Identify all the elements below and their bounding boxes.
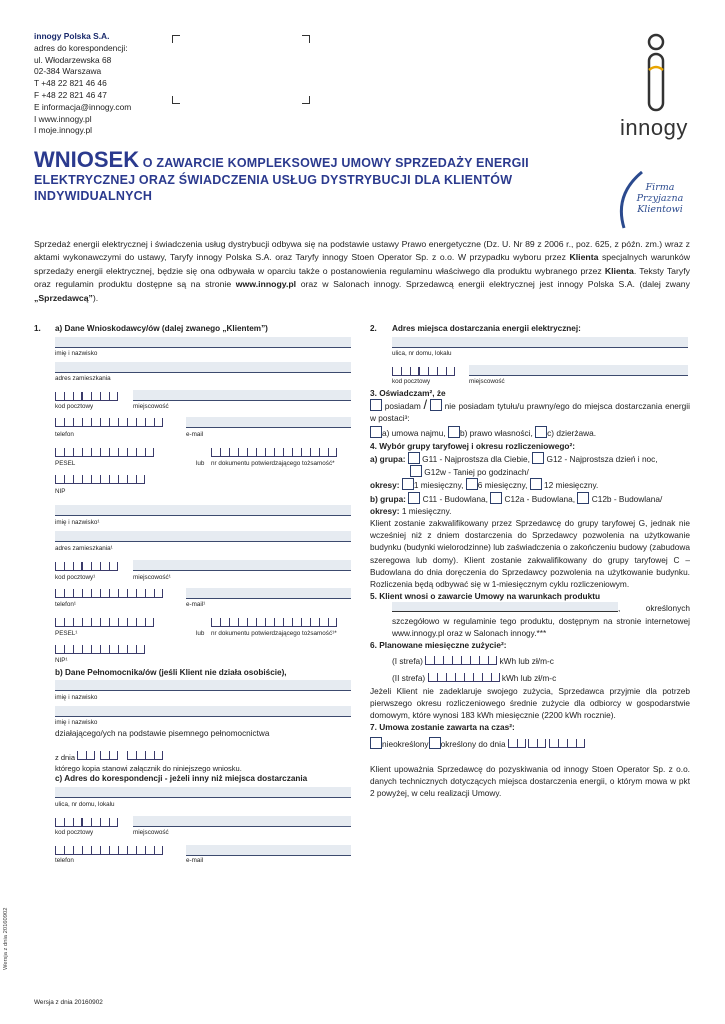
field-label: miejscowość [133, 403, 169, 410]
innogy-logo [620, 30, 692, 140]
address-line: adres do korespondencji: [34, 42, 128, 53]
name-field-2[interactable] [55, 505, 351, 516]
pesel-field-2[interactable] [55, 618, 154, 628]
address-line: 02-384 Warszawa [34, 66, 102, 77]
field-label: telefon [55, 857, 74, 864]
corr-email-field[interactable] [186, 845, 351, 856]
usage-zone-2-field[interactable] [428, 673, 500, 683]
field-label: imię i nazwisko [55, 350, 98, 357]
field-label: PESEL¹ [55, 630, 78, 637]
date-month-field[interactable] [100, 751, 118, 761]
section-title: Adres miejsca dostarczania energii elektrycznej: [392, 324, 581, 333]
supply-postcode-field[interactable] [392, 367, 455, 377]
authorization-text: Klient upoważnia Sprzedawcę do pozyskiwania od innogy Stoen Operator Sp. z o.o. danych technicznych dotyczących miejsca dostarczenia energii, o którym mowa w pkt 2 powyżej, w celu realizacji Umowy. [370, 763, 690, 799]
proxy-name-field-1[interactable] [55, 680, 351, 691]
period-12-checkbox[interactable] [530, 478, 542, 490]
product-field[interactable] [392, 602, 618, 612]
corr-phone-field[interactable] [55, 846, 163, 856]
address-line: F +48 22 821 46 47 [34, 89, 107, 100]
end-month-field[interactable] [528, 739, 546, 749]
end-day-field[interactable] [508, 739, 526, 749]
city-field[interactable] [133, 390, 351, 401]
date-day-field[interactable] [77, 751, 95, 761]
address-line: I moje.innogy.pl [34, 125, 93, 136]
date-year-field[interactable] [127, 751, 163, 761]
section-4-title: 4. Wybór grupy taryfowej i okresu rozliczeniowego²: [370, 440, 575, 451]
name-field[interactable] [55, 337, 351, 348]
phone-field-2[interactable] [55, 589, 163, 599]
field-label: lub [196, 630, 205, 637]
period-6-checkbox[interactable] [466, 478, 478, 490]
field-label: miejscowość [133, 829, 169, 836]
rent-checkbox[interactable] [370, 426, 382, 438]
tariff-note: Klient zostanie zakwalifikowany przez Sprzedawcę do grupy taryfowej G, jednak nie wcześniej niż z dniem dostarczenia do Sprzedawcy pozwolenia na użytkowanie budynku (budynki wielorodzinne) lub zaświadczenia o zakończeniu budowy (zabudowa szeregowa lub domy). Klient zostanie zakwalifikowany do grupy taryfowej C – Budowlana do dnia doręczenia do Sprzedawcy pozwolenia na użytkowanie budynku. Rozliczenia będą odbywać się w 1-miesięcznym cyklu rozliczeniowym. [370, 518, 690, 590]
end-year-field[interactable] [549, 739, 585, 749]
id-document-field-2[interactable] [211, 618, 337, 628]
field-label: NIP [55, 488, 66, 495]
field-label: adres zamieszkania [55, 375, 111, 382]
field-label: e-mail [186, 431, 204, 438]
section-5-title: 5. Klient wnosi o zawarcie Umowy na warunkach produktu [370, 591, 601, 602]
field-label: miejscowość¹ [133, 574, 171, 581]
field-label: e-mail¹ [186, 601, 206, 608]
field-label: lub [196, 460, 205, 467]
field-label: nr dokumentu potwierdzającego tożsamość* [211, 460, 335, 467]
no-title-checkbox[interactable] [430, 399, 442, 411]
section-number: 1. [34, 324, 41, 333]
version-footer: Wersja z dnia 20160902 [34, 999, 103, 1006]
address-field[interactable] [55, 362, 351, 373]
field-label: telefon¹ [55, 601, 77, 608]
version-side: Wersja z dnia 20160902 [3, 907, 9, 970]
postcode-field-2[interactable] [55, 562, 118, 572]
field-label: e-mail [186, 857, 204, 864]
innogy-logo-text: innogy [620, 115, 688, 140]
date-label: z dnia [55, 753, 76, 762]
id-document-field[interactable] [211, 448, 337, 458]
address-field-2[interactable] [55, 531, 351, 542]
field-label: nr dokumentu potwierdzającego tożsamość¹* [211, 630, 337, 637]
field-label: ulica, nr domu, lokalu [55, 801, 115, 808]
proxy-text: działającego/ych na podstawie pisemnego pełnomocnictwa [55, 729, 270, 738]
field-label: imię i nazwisko¹ [55, 519, 100, 526]
usage-note: Jeżeli Klient nie zadeklaruje swojego zużycia, Sprzedawca przyjmie dla potrzeb pierwszego okresu rozliczeniowego średnie zużycie dla odbiorcy w gospodarstwie domowym, które wynosi 183 kWh miesięcznie (2200 kWh rocznie). [370, 685, 690, 721]
city-field-2[interactable] [133, 560, 351, 571]
address-line: I www.innogy.pl [34, 113, 92, 124]
address-line: ul. Włodarzewska 68 [34, 54, 112, 65]
proxy-note: którego kopia stanowi załącznik do niniejszego wniosku. [55, 764, 242, 773]
address-line: E informacja@innogy.com [34, 101, 132, 112]
lease-checkbox[interactable] [535, 426, 547, 438]
right-column-body: 3. Oświadczam², że posiadam / nie posiadam tytułu/u prawny/ego do miejsca dostarczania energii w postaci³: a) umowa najmu, b) prawo własności, c) dzierżawa. 4. Wybór grupy taryfowej i okresu rozliczeniowego²: a) grupa: G11 - Najprostsza dla Ciebie, G12 - Najprostsza dzień i noc, G12w - Taniej po godzinach/ okresy: 1 miesięczny, 6 miesięczny, 12 miesięczny. b) grupa: C11 - Budowlana, C12a - Budowlana, C12b - Budowlana/ okresy: 1 miesięczny. Klient zostanie zakwalifikowany przez Sprzedawcę do grupy taryfowej G, jednak nie wcześniej niż z dniem dostarczenia do Sprzedawcy pozwolenia na użytkowanie budynku (budynki wielorodzinne) lub zaświadczenia o zakończeniu budowy (zabudowa szeregowa lub domy). Klient zostanie zakwalifikowany do grupy taryfowej C – Budowlana do dnia doręczenia do Sprzedawcy pozwolenia na użytkowanie budynku. Rozliczenia będą odbywać się w 1-miesięcznym cyklu rozliczeniowym. 5. Klient wnosi o zawarcie Umowy na warunkach produktu , określonych szczegółowo w regulaminie tego produktu, dostępnym na stronie internetowej www.innogy.pl oraz w Salonach innogy.*** 6. Planowane miesięczne zużycie²: (I strefa) kWh lub zł/m-c (II strefa) kWh lub zł/m-c Jeżeli Klient nie zadeklaruje swojego zużycia, Sprzedawca przyjmie dla potrzeb pierwszego okresu rozliczeniowego średnie zużycie dla odbiorcy w gospodarstwie domowym, które wynosi 183 kWh miesięcznie (2200 kWh rocznie). 7. Umowa zostanie zawarta na czas²: nieokreślony określony do dnia Klient upoważnia Sprzedawcę do pozyskiwania od innogy Stoen Operator Sp. z o.o. danych technicznych dotyczących miejsca dostarczenia energii, o którym mowa w pkt 2 powyżej, w celu realizacji Umowy. [370, 388, 690, 799]
g12w-checkbox[interactable] [410, 465, 422, 477]
section-title: c) Adres do korespondencji - jeżeli inny niż miejsca dostarczania [55, 774, 308, 783]
field-label: kod pocztowy [392, 378, 431, 385]
section-title: a) Dane Wnioskodawcy/ów (dalej zwanego „Klientem”) [55, 324, 268, 333]
field-label: kod pocztowy [55, 403, 94, 410]
field-label: imię i nazwisko [55, 694, 98, 701]
usage-zone-1-field[interactable] [425, 656, 497, 666]
field-label: imię i nazwisko [55, 719, 98, 726]
period-1-checkbox[interactable] [402, 478, 414, 490]
c12a-checkbox[interactable] [490, 492, 502, 504]
section-6-title: 6. Planowane miesięczne zużycie²: [370, 640, 507, 651]
indefinite-checkbox[interactable] [370, 737, 382, 749]
c11-checkbox[interactable] [408, 492, 420, 504]
badge-text: Firma Przyjazna Klientowi [636, 182, 684, 215]
definite-checkbox[interactable] [429, 737, 441, 749]
has-title-checkbox[interactable] [370, 399, 382, 411]
address-line: T +48 22 821 46 46 [34, 78, 107, 89]
email-field-2[interactable] [186, 588, 351, 599]
section-title: b) Dane Pełnomocnika/ów (jeśli Klient nie działa osobiście), [55, 668, 287, 677]
field-label: ulica, nr domu, lokalu [392, 350, 452, 357]
c12b-checkbox[interactable] [577, 492, 589, 504]
field-label: PESEL [55, 460, 76, 467]
corr-postcode-field[interactable] [55, 818, 118, 828]
friendly-company-badge [612, 170, 692, 230]
g11-checkbox[interactable] [408, 452, 420, 464]
ownership-checkbox[interactable] [448, 426, 460, 438]
field-label: kod pocztowy [55, 829, 94, 836]
section-number: 2. [370, 324, 377, 333]
g12-checkbox[interactable] [532, 452, 544, 464]
pesel-field[interactable] [55, 448, 154, 458]
corr-city-field[interactable] [133, 816, 351, 827]
supply-city-field[interactable] [469, 365, 688, 376]
field-label: telefon [55, 431, 74, 438]
innogy-logo-mark [620, 30, 692, 115]
postcode-field[interactable] [55, 392, 118, 402]
field-label: kod pocztowy¹ [55, 574, 96, 581]
section-7-title: 7. Umowa zostanie zawarta na czas²: [370, 722, 515, 733]
field-label: adres zamieszkania¹ [55, 545, 113, 552]
phone-field[interactable] [55, 418, 163, 428]
nip-field-2[interactable] [55, 645, 145, 655]
proxy-name-field-2[interactable] [55, 706, 351, 717]
section-3-title: 3. Oświadczam², że [370, 388, 446, 398]
nip-field[interactable] [55, 475, 145, 485]
corr-street-field[interactable] [55, 787, 351, 798]
field-label: NIP¹ [55, 657, 68, 664]
intro-paragraph: Sprzedaż energii elektrycznej i świadczenia usług dystrybucji odbywa się na podstawie ustawy Prawo energetyczne (Dz. U. Nr 89 z 2006 r., poz. 625, z późn. zm.) wraz z aktami wykonawczymi do ustawy, Taryfy innogy Polska S.A. oraz Taryfy innogy Stoen Operator Sp. z o.o. W przypadku wyboru przez Klienta specjalnych warunków sprzedaży energii elektrycznej, będzie się ona odbywała w oparciu także o postanowienia regulaminu właściwego dla produktu wybranego przez Klienta. Teksty Taryfy oraz regulamin produktu dostępne są na stronie www.innogy.pl oraz w Salonach innogy. Sprzedawcą energii elektrycznej jest innogy Polska S.A. (dalej zwany „Sprzedawcą”). [34, 239, 690, 303]
sender-address [34, 31, 131, 137]
email-field[interactable] [186, 417, 351, 428]
supply-street-field[interactable] [392, 337, 688, 348]
company-name: innogy Polska S.A. [34, 31, 110, 41]
field-label: miejscowość [469, 378, 505, 385]
page-title: WNIOSEK O ZAWARCIE KOMPLEKSOWEJ UMOWY SPRZEDAŻY ENERGII ELEKTRYCZNEJ ORAZ ŚWIADCZENIA USŁUG DYSTRYBUCJI DLA KLIENTÓW INDYWIDUALNYCH [34, 147, 529, 203]
